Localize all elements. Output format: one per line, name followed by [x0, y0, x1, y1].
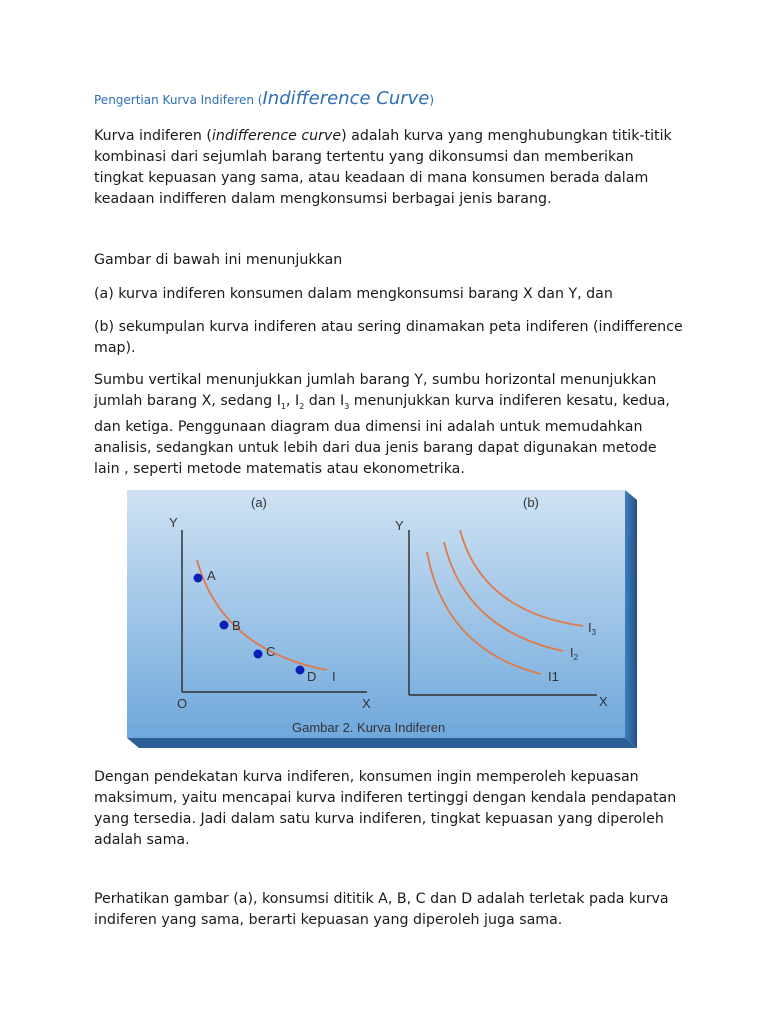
figure-svg	[127, 490, 639, 750]
item-a-paragraph: (a) kurva indiferen konsumen dalam mengkonsumsi barang X dan Y, dan	[94, 286, 613, 302]
point-d-label: D	[307, 669, 317, 684]
point-b-label: B	[232, 618, 241, 633]
axis-text-2: , I	[285, 393, 300, 409]
panel-b-label: (b)	[523, 495, 539, 510]
definition-term: indifference curve	[211, 128, 342, 144]
point-a	[194, 574, 203, 583]
item-b-paragraph: (b) sekumpulan kurva indiferen atau sering dinamakan peta indiferen (indifference map).	[94, 319, 683, 356]
axis-text-3: dan I	[304, 393, 345, 409]
intro-paragraph: Gambar di bawah ini menunjukkan	[94, 252, 343, 268]
section-heading	[94, 88, 434, 109]
definition-text-1: Kurva indiferen (	[94, 128, 212, 144]
heading-suffix: )	[429, 93, 435, 107]
definition-text-2: ) adalah kurva yang menghubungkan titik-titik kombinasi dari sejumlah barang tertentu yang dikonsumsi dan memberikan tingkat kepuasan yang sama, atau keadaan di mana konsumen berada dalam keadaan indifferen dalam mengkonsumsi berbagai jenis barang.	[94, 128, 672, 207]
definition-paragraph	[94, 126, 684, 210]
heading-term: Indifference Curve	[262, 88, 430, 109]
panel-a-curve-label: I	[332, 669, 336, 684]
panel-b-x-label: X	[599, 694, 608, 709]
origin-label: O	[177, 696, 188, 711]
curve-i1-label: I1	[548, 669, 559, 684]
points-paragraph: Perhatikan gambar (a), konsumsi dititik A, B, C dan D adalah terletak pada kurva indiferen yang sama, berarti kepuasan yang diperoleh juga sama.	[94, 891, 669, 928]
point-c-label: C	[266, 644, 276, 659]
subscript-1: 1	[280, 401, 286, 411]
indifference-curve-figure	[127, 490, 639, 750]
panel-b-y-label: Y	[395, 518, 404, 533]
figure-caption: Gambar 2. Kurva Indiferen	[292, 720, 446, 735]
point-c	[254, 650, 263, 659]
point-a-label: A	[207, 568, 216, 583]
point-b	[220, 621, 229, 630]
panel-side-edge	[625, 490, 637, 748]
panel-a-label: (a)	[251, 495, 267, 510]
heading-prefix: Pengertian Kurva Indiferen (	[94, 93, 263, 107]
axis-explanation-paragraph	[94, 370, 684, 480]
axis-text-4: menunjukkan kurva indiferen kesatu, kedua, dan ketiga. Penggunaan diagram dua dimensi ini adalah untuk memudahkan analisis, sedangkan untuk lebih dari dua jenis barang dapat digunakan metode lain , seperti metode matematis atau ekonometrika.	[94, 393, 670, 477]
point-d	[296, 666, 305, 675]
curve-i3-label: $I_3$	[588, 620, 597, 637]
curve-i2-label: $I_2$	[570, 645, 579, 662]
panel-a-y-label: Y	[169, 515, 178, 530]
max-satisfaction-paragraph: Dengan pendekatan kurva indiferen, konsumen ingin memperoleh kepuasan maksimum, yaitu mencapai kurva indiferen tertinggi dengan kendala pendapatan yang tersedia. Jadi dalam satu kurva indiferen, tingkat kepuasan yang diperoleh adalah sama.	[94, 769, 677, 848]
panel-a-x-label: X	[362, 696, 371, 711]
subscript-3: 3	[344, 401, 350, 411]
panel-front	[127, 490, 625, 738]
panel-bottom-edge	[127, 738, 637, 748]
subscript-2: 2	[299, 401, 305, 411]
axis-text-1: Sumbu vertikal menunjukkan jumlah barang Y, sumbu horizontal menunjukkan jumlah barang X, sedang I	[94, 372, 657, 409]
